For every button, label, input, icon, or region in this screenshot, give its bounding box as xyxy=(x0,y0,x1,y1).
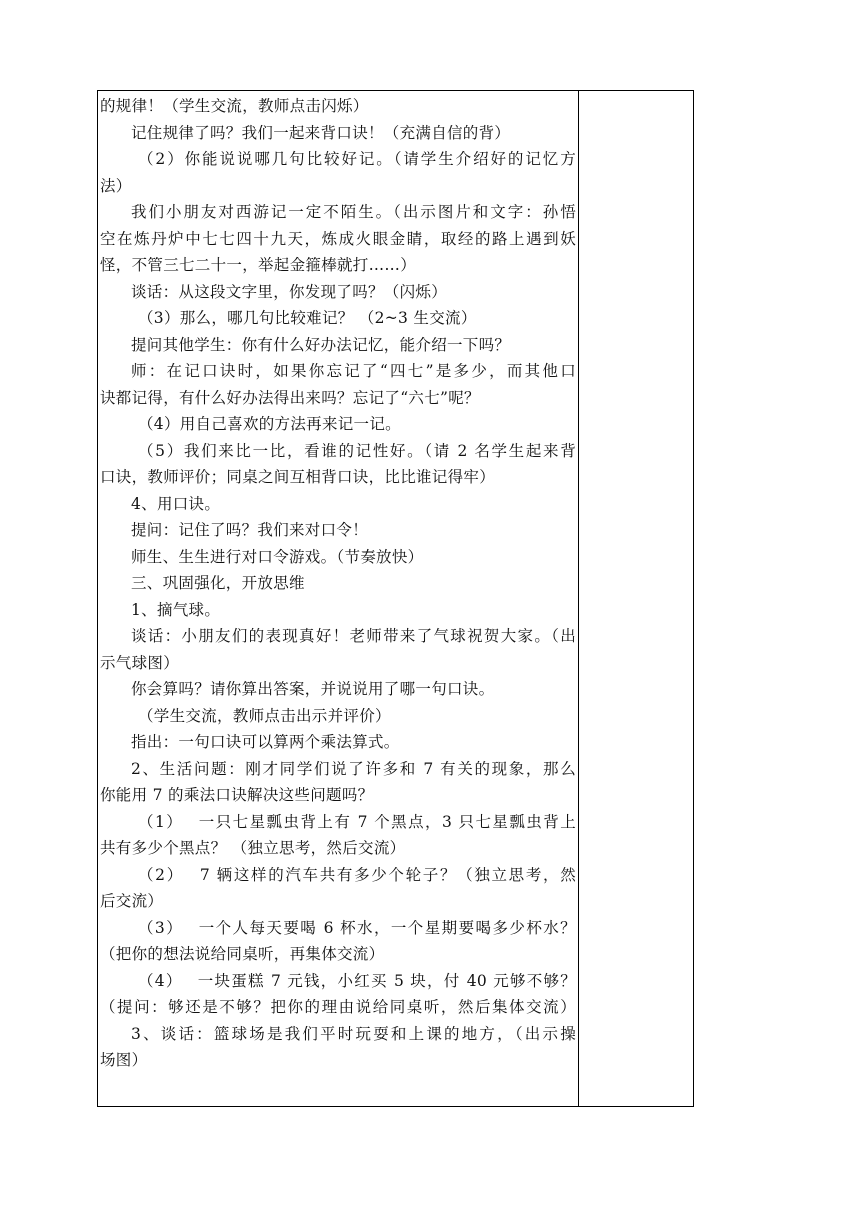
text-line: 后交流） xyxy=(100,892,164,910)
text-line: 口诀，教师评价；同桌之间互相背口诀，比比谁记得牢） xyxy=(100,468,496,486)
text-line: （1） 一只七星瓢虫背上有 7 个黑点，3 只七星瓢虫背上 xyxy=(138,812,576,831)
text-line: 怪，不管三七二十一，举起金箍棒就打……） xyxy=(100,256,417,274)
text-line: 3、谈话：篮球场是我们平时玩耍和上课的地方，（出示操 xyxy=(131,1024,576,1043)
notes-cell xyxy=(579,91,693,1106)
text-line: 示气球图） xyxy=(100,653,180,672)
text-line: （提问：够还是不够？把你的理由说给同桌听，然后集体交流） xyxy=(100,998,576,1016)
text-line: 空在炼丹炉中七七四十九天，炼成火眼金睛，取经的路上遇到妖 xyxy=(100,229,576,248)
text-line: 诀都记得，有什么好办法得出来吗？忘记了“六七”呢？ xyxy=(100,388,480,407)
lesson-content-cell xyxy=(98,91,578,1106)
text-line: 提问其他学生：你有什么好办法记忆，能介绍一下吗？ xyxy=(131,335,511,354)
text-line: 4、用口诀。 xyxy=(131,494,221,513)
text-line: （3） 一个人每天要喝 6 杯水，一个星期要喝多少杯水？ xyxy=(138,918,576,937)
text-line: 指出：一句口诀可以算两个乘法算式。 xyxy=(131,733,400,751)
text-line: （把你的想法说给同桌听，再集体交流） xyxy=(100,945,385,963)
text-line: 三、巩固强化，开放思维 xyxy=(131,574,305,592)
text-line: 我们小朋友对西游记一定不陌生。（出示图片和文字：孙悟 xyxy=(131,203,576,221)
text-line: 谈话：从这段文字里，你发现了吗？（闪烁） xyxy=(131,282,448,301)
text-line: 1、摘气球。 xyxy=(131,600,221,619)
text-line: 的规律！（学生交流，教师点击闪烁） xyxy=(100,97,369,115)
text-line: 记住规律了吗？我们一起来背口诀！（充满自信的背） xyxy=(131,123,511,142)
text-line: 法） xyxy=(100,176,132,195)
text-line: （2） 7 辆这样的汽车共有多少个轮子？（独立思考，然 xyxy=(138,865,576,884)
text-line: 共有多少个黑点？ （独立思考，然后交流） xyxy=(100,839,406,857)
text-line: （4） 一块蛋糕 7 元钱，小红买 5 块，付 40 元够不够？ xyxy=(138,971,576,990)
text-line: （5）我们来比一比，看谁的记性好。（请 2 名学生起来背 xyxy=(138,441,576,460)
text-line: （2）你能说说哪几句比较好记。（请学生介绍好的记忆方 xyxy=(138,150,576,168)
text-line: 你能用 7 的乘法口诀解决这些问题吗？ xyxy=(100,786,374,804)
lesson-table xyxy=(97,90,694,1107)
text-line: 场图） xyxy=(100,1051,148,1069)
text-line: （3）那么，哪几句比较难记？ （2~3 生交流） xyxy=(138,309,477,327)
text-line: （学生交流，教师点击出示并评价） xyxy=(138,706,391,725)
text-line: 谈话：小朋友们的表现真好！老师带来了气球祝贺大家。（出 xyxy=(131,627,576,645)
text-line: 2、生活问题：刚才同学们说了许多和 7 有关的现象，那么 xyxy=(131,759,576,778)
text-line: 提问：记住了吗？我们来对口令！ xyxy=(131,521,369,539)
text-line: 师生、生生进行对口令游戏。（节奏放快） xyxy=(131,547,424,566)
text-line: 你会算吗？请你算出答案，并说说用了哪一句口诀。 xyxy=(131,680,495,698)
text-line: 师：在记口诀时，如果你忘记了“四七”是多少，而其他口 xyxy=(131,362,576,380)
text-line: （4）用自己喜欢的方法再来记一记。 xyxy=(138,415,401,433)
